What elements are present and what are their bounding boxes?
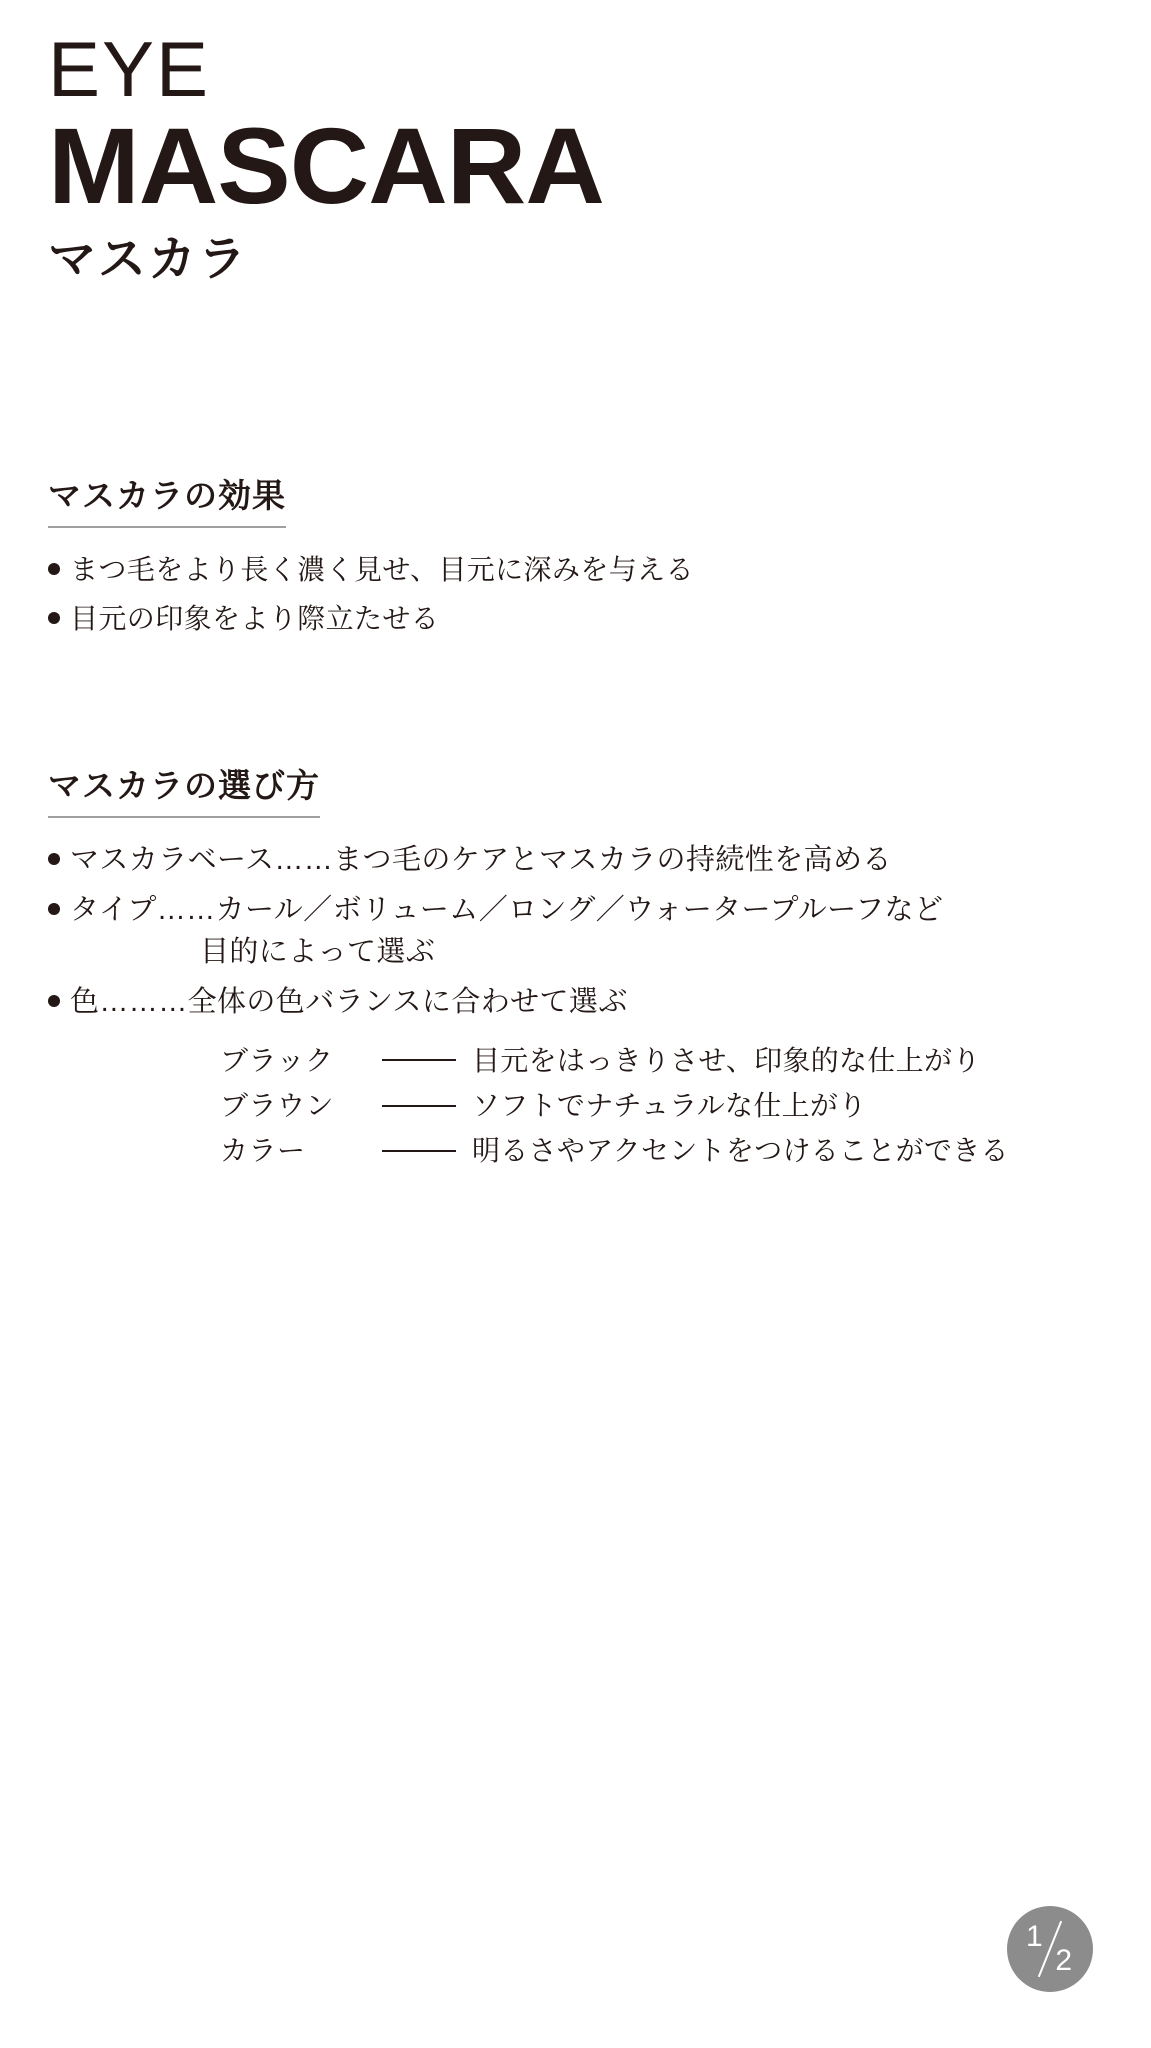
page-number-current: 1	[1026, 1920, 1043, 1953]
list-item-main: タイプ……カール／ボリューム／ロング／ウォータープルーフなど	[70, 894, 944, 927]
page-number-badge	[1007, 1906, 1093, 1992]
bullet-dot-icon	[48, 612, 60, 624]
bullet-dot-icon	[48, 903, 60, 915]
list-item-text: まつ毛をより長く濃く見せ、目元に深みを与える	[70, 554, 694, 585]
bullet-dot-icon	[48, 563, 60, 575]
title-block	[48, 25, 1048, 287]
title-eyebrow: EYE	[48, 25, 211, 113]
section-effects-heading: マスカラの効果	[48, 470, 286, 528]
color-option-name: ブラック	[220, 1044, 334, 1076]
list-item-text: マスカラベース……まつ毛のケアとマスカラの持続性を高める	[70, 844, 892, 876]
section-how-to-choose-heading: マスカラの選び方	[48, 760, 320, 818]
list-item	[48, 840, 1108, 881]
list-item-text: 色………全体の色バランスに合わせて選ぶ	[70, 986, 628, 1019]
list-item-text	[70, 890, 943, 973]
page-number-total: 2	[1055, 1944, 1072, 1977]
color-option-row	[220, 1128, 1108, 1173]
page-title: MASCARA	[48, 104, 604, 226]
color-option-row	[220, 1083, 1108, 1128]
color-option-desc: ソフトでナチュラルな仕上がり	[472, 1089, 867, 1121]
bullet-dot-icon	[48, 995, 60, 1007]
list-item-subline: 目的によって選ぶ	[200, 936, 436, 969]
list-item-text: 目元の印象をより際立たせる	[70, 602, 440, 634]
section-effects	[48, 470, 1108, 648]
section-how-to-choose-list	[48, 840, 1108, 1024]
section-effects-list	[48, 550, 1108, 639]
color-option-name: ブラウン	[220, 1089, 335, 1121]
list-item	[48, 550, 1108, 590]
color-option-desc: 目元をはっきりさせ、印象的な仕上がり	[472, 1044, 981, 1076]
dash-rule	[382, 1059, 456, 1061]
color-option-name: カラー	[220, 1135, 306, 1167]
color-option-list	[48, 1038, 1108, 1174]
list-item	[48, 982, 1108, 1023]
color-option-desc: 明るさやアクセントをつけることができる	[472, 1135, 1009, 1167]
dash-rule	[382, 1105, 456, 1107]
section-how-to-choose	[48, 760, 1108, 1174]
bullet-dot-icon	[48, 853, 60, 865]
color-option-row	[220, 1038, 1108, 1083]
dash-rule	[382, 1150, 456, 1152]
list-item	[48, 599, 1108, 639]
list-item	[48, 890, 1108, 973]
page-fraction	[1022, 1918, 1078, 1980]
title-japanese: マスカラ	[48, 232, 249, 286]
